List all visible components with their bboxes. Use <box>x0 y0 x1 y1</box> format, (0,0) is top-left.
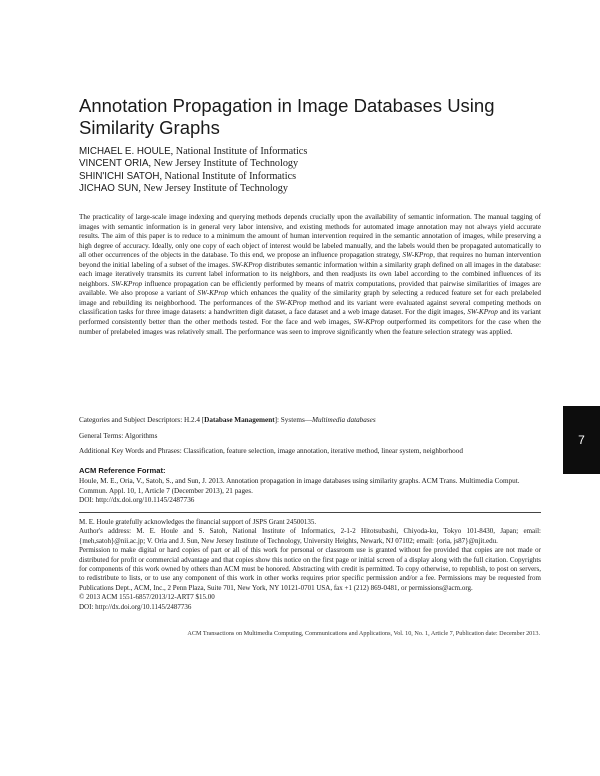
abstract-segment: The practicality of large-scale image indexing and querying methods depends crucially upon the availability of semantic information. The manual tagging of images with semantic information is in general very labor intensive, and existing methods for automated image annotation may not always yield accurate results. The aim of this paper is to reduce to a minimum the amount of human intervention required in the semantic annotation of images, while preserving a high degree of accuracy. Ideally, only one copy of each object of interest would be labeled manually, and the labels would then be propagated automatically to all other occurrences of the objects in the database. To this end, we propose an influence propagation strategy, <box>79 213 541 260</box>
author-affiliation: , New Jersey Institute of Technology <box>148 158 299 170</box>
abstract-segment: which enhances the quality of the similarity graph by selecting a reduced feature set for each prelabeled image and rebuilding its neighborhood. The performances of the <box>79 289 541 307</box>
keywords: Additional Key Words and Phrases: Classification, feature selection, image annotation, iterative method, linear system, neighborhood <box>79 447 463 455</box>
running-footer: ACM Transactions on Multimedia Computing, Communications and Applications, Vol. 10, No. 1, Article 7, Publication date: December 2013. <box>187 630 540 637</box>
method-name: SW-KProp <box>402 251 434 260</box>
author-line <box>79 183 519 195</box>
acm-reference <box>79 477 541 506</box>
abstract-segment: distributes semantic information within a similarity graph defined on all images in the database: each image iteratively transmits its current label information to its neighbors, and then readjusts its own label according to the combined influences of its neighbors. <box>79 260 541 288</box>
method-name: SW-KProp <box>231 260 263 269</box>
method-name: SW-KProp <box>467 308 498 317</box>
ccs-descriptors <box>79 416 541 426</box>
author-line <box>79 158 519 170</box>
author-line <box>79 171 519 183</box>
author-name: SHIN'ICHI SATOH <box>79 170 160 182</box>
author-affiliation: , National Institute of Informatics <box>170 146 308 157</box>
permission-notice: Permission to make digital or hard copies of part or all of this work for personal or classroom use is granted without fee provided that copies are not made or distributed for profit or commercial advantage and that copies show this notice on the first page or initial screen of a display along with the full citation. Copyrights for components of this work owned by others than ACM must be honored. Abstracting with credit is permitted. To copy otherwise, to republish, to post on servers, to redistribute to lists, or to use any component of this work in other works requires prior specific permission and/or a fee. Permissions may be requested from Publications Dept., ACM, Inc., 2 Penn Plaza, Suite 701, New York, NY 10121-0701 USA, fax +1 (212) 869-0481, or permissions@acm.org. <box>79 546 541 592</box>
doi-line: DOI: http://dx.doi.org/10.1145/2487736 <box>79 602 192 611</box>
paper-title: Annotation Propagation in Image Databases Using Similarity Graphs <box>79 95 495 138</box>
abstract <box>79 213 541 337</box>
author-list <box>79 146 519 196</box>
general-terms: General Terms: Algorithms <box>79 432 158 440</box>
abstract-segment: and its variant performed consistently better than the other methods tested. For the face and web images, <box>79 308 541 327</box>
acm-reference-citation: Houle, M. E., Oria, V., Satoh, S., and Sun, J. 2013. Annotation propagation in image databases using similarity graphs. ACM Trans. Multimedia Comput. Commun. Appl. 10, 1, Article 7 (December 2013), 21 pages. <box>79 477 520 495</box>
ccs-prefix: Categories and Subject Descriptors: H.2.4 [ <box>79 416 205 424</box>
ccs-subject: Multimedia databases <box>311 416 376 424</box>
author-affiliation: , New Jersey Institute of Technology <box>138 183 288 195</box>
method-name: SW-KProp <box>111 279 143 288</box>
author-name: JICHAO SUN <box>79 183 139 195</box>
copyright-line: © 2013 ACM 1551-6857/2013/12-ART7 $15.00 <box>79 593 215 602</box>
method-name: SW-KProp <box>275 298 307 307</box>
footnote-divider <box>79 512 541 513</box>
author-name: MICHAEL E. HOULE <box>79 146 171 157</box>
method-name: SW-KProp <box>197 289 229 298</box>
footnotes <box>79 518 541 612</box>
author-name: VINCENT ORIA <box>79 158 149 170</box>
abstract-segment: outperformed its competitors for the case when the number of prelabeled images was relatively small. The performance was seen to improve significantly when the feature selection strategy was applied. <box>79 318 541 336</box>
acm-reference-heading: ACM Reference Format: <box>79 466 166 475</box>
method-name: SW-KProp <box>353 318 385 327</box>
ccs-mid: ]: Systems— <box>274 416 312 424</box>
article-number-tab: 7 <box>563 406 600 474</box>
author-affiliation: , National Institute of Informatics <box>159 170 297 182</box>
abstract-segment: , that requires no human intervention beyond the initial labeling of a subset of the images. <box>79 251 541 269</box>
abstract-segment: influence propagation can be efficiently performed by means of matrix computations, provided that pairwise similarities of images are available. We also propose a variant of <box>79 279 541 298</box>
abstract-segment: method and its variant were evaluated against several competing methods on classification tasks for three image datasets: a handwritten digit dataset, a face dataset and a web image dataset. For the digit images, <box>79 298 542 317</box>
funding-note: M. E. Houle gratefully acknowledges the financial support of JSPS Grant 24500135. <box>79 518 317 526</box>
acm-reference-doi: DOI: http://dx.doi.org/10.1145/2487736 <box>79 496 195 505</box>
author-address-note: Author's address: M. E. Houle and S. Satoh, National Institute of Informatics, 2-1-2 Hitotsubashi, Chiyoda-ku, Tokyo 101-8430, Japan; email: {meh,satoh}@nii.ac.jp; V. Oria and J. Sun, New Jersey Institute of Technology, University Heights, Newark, NJ 07102; email: {oria, js87}@njit.edu. <box>79 527 541 545</box>
ccs-category: Database Management <box>204 416 275 424</box>
author-line <box>79 146 519 158</box>
